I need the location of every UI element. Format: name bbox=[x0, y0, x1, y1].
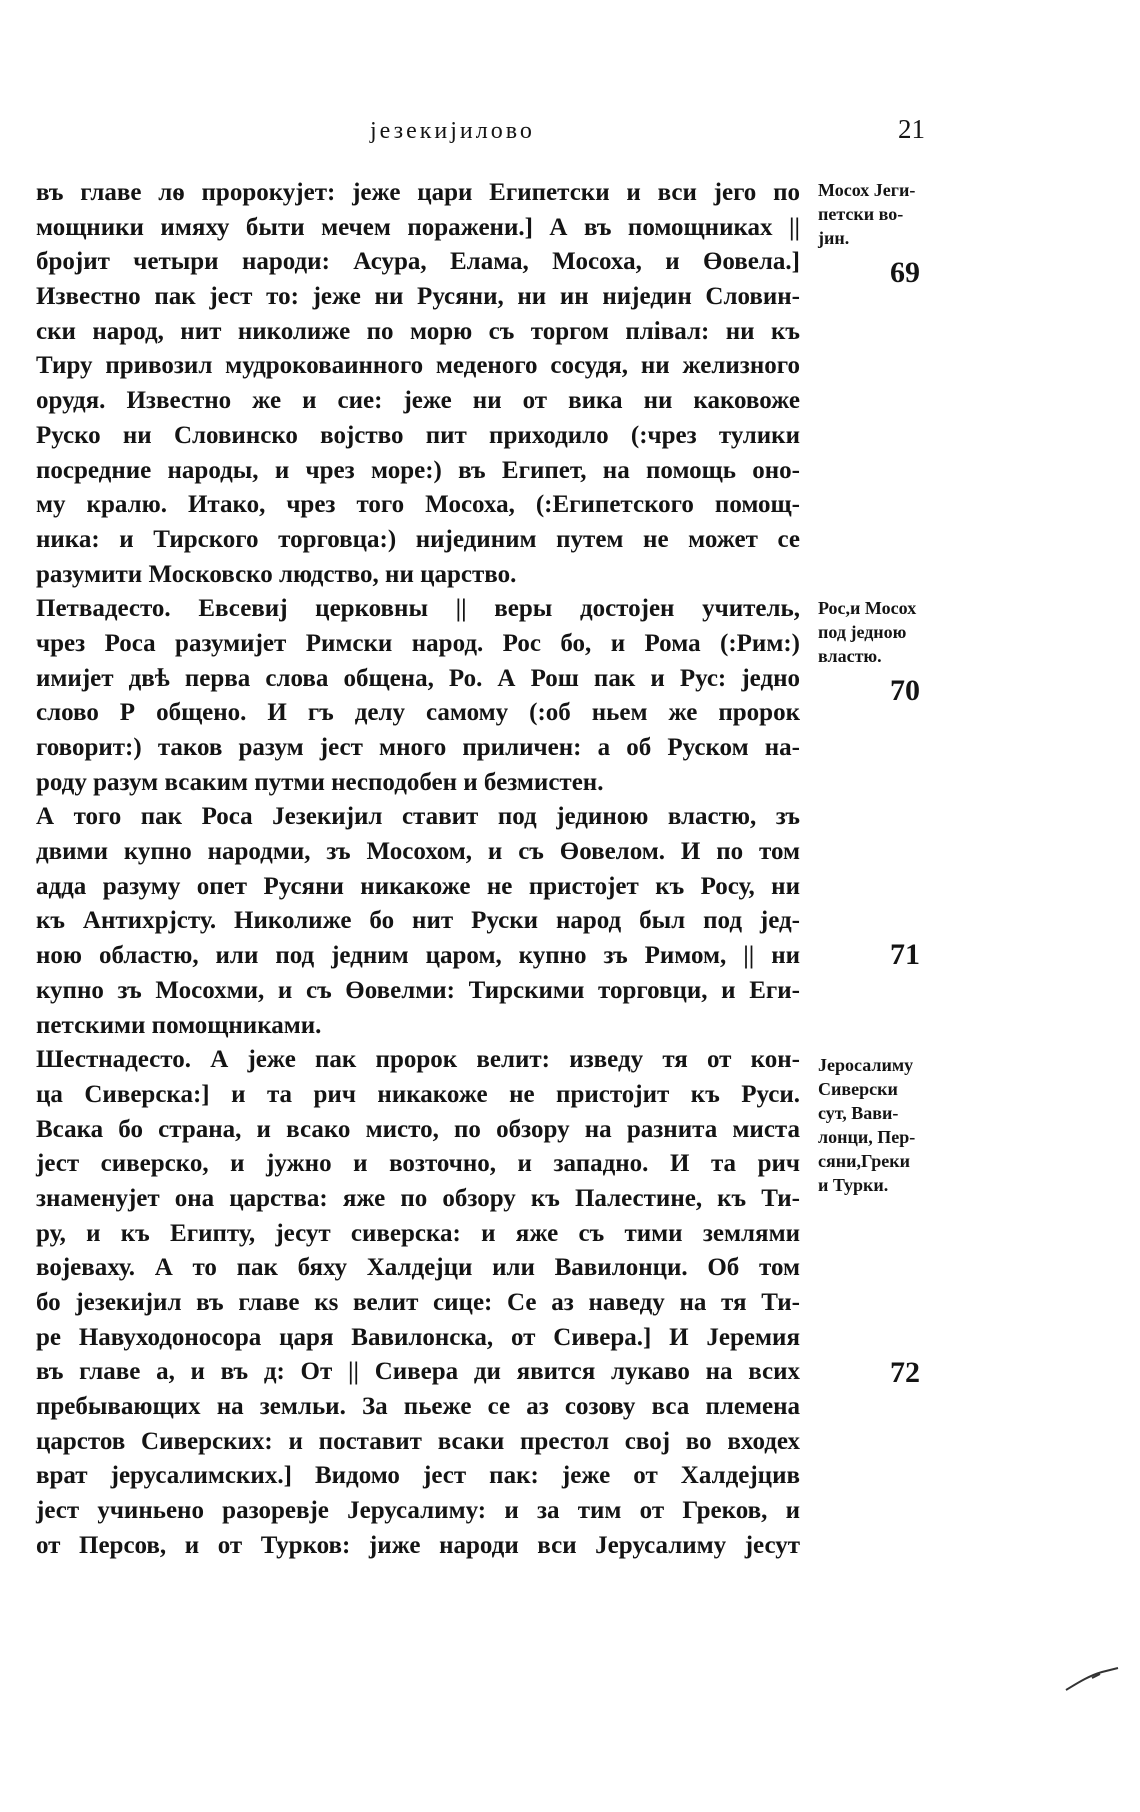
body-text bbox=[36, 176, 800, 1564]
text-line: јест учиньено разоревје Јерусалиму: и за тим от Греков, и bbox=[36, 1497, 800, 1525]
text-line: въ главе лѳ пророкујет: јеже цари Египетски и вси јего по bbox=[36, 179, 800, 206]
text-line: бројит четыри народи: Асура, Елама, Мосоха, и Өовела.] bbox=[36, 248, 800, 276]
text-line: адда разуму опет Русяни никакоже не пристојет къ Росу, ни bbox=[36, 872, 800, 900]
text-line: мощники имяху быти мечем поражени.] А въ помощниках || bbox=[36, 213, 800, 241]
text-line: ски народ, нит николиже по морю съ торгом плівал: ни къ bbox=[36, 317, 800, 345]
running-title: језекијилово bbox=[370, 118, 535, 144]
text-line: от Персов, и от Турков: јиже народи вси Јерусалиму јесут bbox=[36, 1531, 800, 1559]
side-note-line: властю. bbox=[818, 646, 882, 666]
side-note-line: Мосох Јеги- bbox=[818, 180, 916, 200]
side-note-line: под једною bbox=[818, 622, 907, 642]
text-line: Шестнадесто. А јеже пак пророк велит: изведу тя от кон- bbox=[36, 1046, 800, 1074]
text-line: посредние народы, и чрез море:) въ Египет, на помощь оно- bbox=[36, 456, 800, 484]
side-note-line: петски во- bbox=[818, 204, 904, 224]
side-note bbox=[818, 178, 938, 250]
margin-number: 69 bbox=[890, 256, 920, 289]
text-line: војеваху. А то пак бяху Халдејци или Вавилонци. Об том bbox=[36, 1254, 800, 1282]
text-line: въ главе а, и въ д: От || Сивера ди явится лукаво на всих bbox=[36, 1358, 800, 1386]
text-line: врат јерусалимских.] Видомо јест пак: јеже от Халдејцив bbox=[36, 1462, 800, 1490]
margin-number: 72 bbox=[890, 1356, 920, 1389]
text-line: Петвадесто. Евсевиј церковны || веры достојен учитель, bbox=[36, 595, 800, 623]
text-line: слово Р общено. И гъ делу самому (:об ньем же пророк bbox=[36, 699, 800, 727]
text-line: Всака бо страна, и всако мисто, по обзору на разнита миста bbox=[36, 1115, 800, 1143]
side-note-line: Рос,и Мосох bbox=[818, 598, 917, 618]
side-note-line: јин. bbox=[818, 228, 850, 248]
text-line: јест сиверско, и јужно и возточно, и западно. И та рич bbox=[36, 1150, 800, 1178]
text-line: ру, и къ Египту, јесут сиверска: и яже съ тими землями bbox=[36, 1219, 800, 1247]
text-line: говорит:) таков разум јест много приличен: а об Руском на- bbox=[36, 734, 800, 761]
text-line: ника: и Тирского торговца:) нијединим путем не может се bbox=[36, 525, 800, 553]
text-line: орудя. Известно же и сие: јеже ни от вика ни каковоже bbox=[36, 387, 800, 415]
text-line: ца Сиверска:] и та рич никакоже не пристојит къ Руси. bbox=[36, 1080, 800, 1108]
text-line: Тиру привозил мудроковаинного меденого сосудя, ни желизного bbox=[36, 352, 800, 380]
text-line: ре Навуходоносора царя Вавилонска, от Сивера.] И Јеремия bbox=[36, 1323, 800, 1351]
side-note bbox=[818, 596, 938, 668]
text-line: къ Антихрјсту. Николиже бо нит Руски народ был под јед- bbox=[36, 907, 800, 935]
margin-number: 70 bbox=[890, 674, 920, 707]
text-line: знаменујет она царства: яже по обзору къ Палестине, къ Ти- bbox=[36, 1184, 800, 1212]
page-number: 21 bbox=[898, 114, 925, 144]
side-note bbox=[818, 1053, 938, 1197]
side-note-line: сут, Вави- bbox=[818, 1103, 899, 1123]
text-line: му кралю. Итако, чрез того Мосоха, (:Египетского помощ- bbox=[36, 491, 800, 519]
text-line: Известно пак јест то: јеже ни Русяни, ни ин ниједин Словин- bbox=[36, 283, 800, 311]
side-note-line: лонци, Пер- bbox=[818, 1127, 916, 1147]
text-line: роду разум всаким путми несподобен и безмистен. bbox=[36, 768, 604, 796]
side-note-line: сяни,Греки bbox=[818, 1151, 911, 1171]
margin-number: 71 bbox=[890, 938, 920, 971]
text-line: ною областю, или под једним царом, купно зъ Римом, || ни bbox=[36, 942, 800, 970]
text-line: царстов Сиверских: и поставит всаки престол свој во входех bbox=[36, 1427, 800, 1455]
side-note-line: и Турки. bbox=[818, 1175, 889, 1195]
text-line: бо језекијил въ главе кѕ велит сице: Се аз наведу на тя Ти- bbox=[36, 1289, 800, 1316]
side-note-line: Јеросалиму bbox=[818, 1055, 914, 1075]
text-line: разумити Московско людство, ни царство. bbox=[36, 560, 517, 588]
text-line: А того пак Роса Језекијил ставит под јединою властю, зъ bbox=[36, 803, 800, 831]
text-line: чрез Роса разумијет Римски народ. Рос бо, и Рома (:Рим:) bbox=[36, 629, 800, 657]
text-line: купно зъ Мосохми, и съ Өовелми: Тирскими торговци, и Еги- bbox=[36, 976, 800, 1004]
text-line: двими купно народми, зъ Мосохом, и съ Өовелом. И по том bbox=[36, 838, 800, 866]
side-note-line: Сиверски bbox=[818, 1079, 898, 1099]
text-line: петскими помощниками. bbox=[36, 1011, 322, 1039]
text-line: имијет двѣ перва слова общена, Ро. А Рош пак и Рус: једно bbox=[36, 664, 800, 692]
text-line: Руско ни Словинско војство пит приходило (:чрез тулики bbox=[36, 421, 800, 449]
pencil-mark-icon bbox=[1062, 1664, 1122, 1694]
text-line: пребывающих на земльи. За пьеже се аз созову вса племена bbox=[36, 1393, 800, 1421]
